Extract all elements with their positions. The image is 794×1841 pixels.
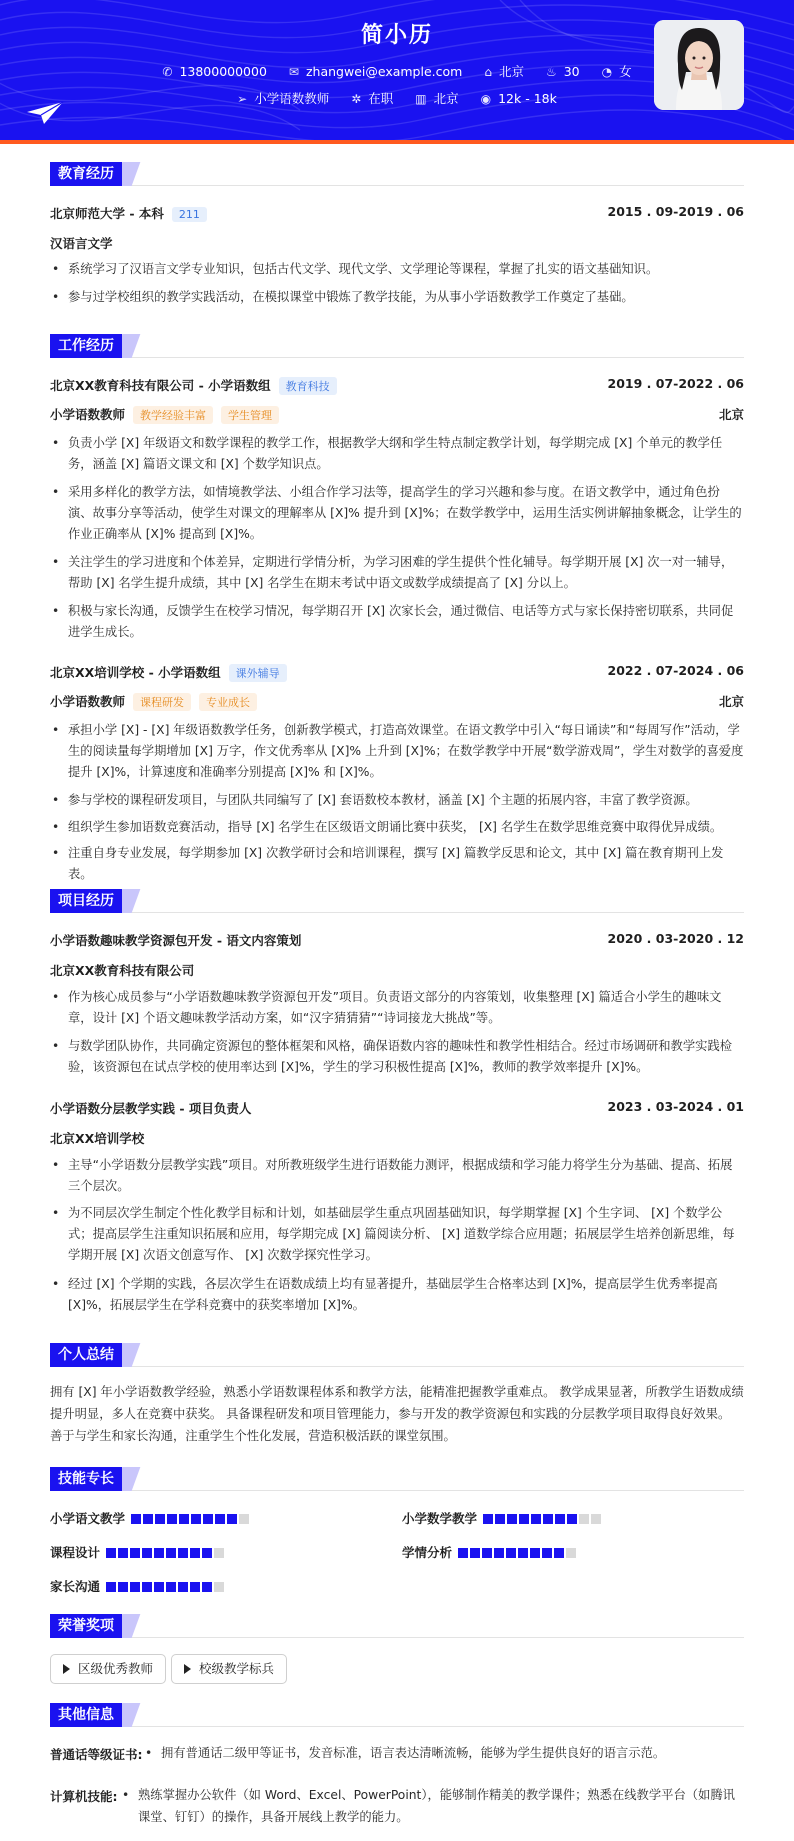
skill-level-square: [190, 1582, 200, 1592]
other-label: 普通话等级证书:: [50, 1747, 143, 1762]
job-period: 2019 . 07-2022 . 06: [607, 376, 744, 391]
salary-text: 12k - 18k: [498, 91, 557, 106]
industry-badge: 课外辅导: [229, 664, 287, 682]
other-label: 计算机技能:: [50, 1789, 118, 1804]
position-text: 小学语数教师: [254, 91, 330, 106]
skill-item: [402, 1543, 578, 1561]
skill-level-square: [542, 1548, 552, 1558]
section-divider: [50, 1726, 744, 1727]
skill-level-square: [554, 1548, 564, 1558]
skill-level-square: [470, 1548, 480, 1558]
skill-level-square: [591, 1514, 601, 1524]
skill-level-square: [494, 1548, 504, 1558]
building-icon: ▥: [415, 92, 427, 106]
section-divider: [50, 1366, 744, 1367]
skill-tag: 课程研发: [133, 693, 191, 711]
skill-level-square: [214, 1582, 224, 1592]
job-role-row: [50, 405, 744, 424]
candidate-name: 简小历: [360, 23, 433, 48]
gender-icon: ◔: [601, 65, 613, 79]
phone-item: [162, 64, 267, 79]
skill-level-square: [227, 1514, 237, 1524]
list-item: • 与数学团队协作，共同确定资源包的整体框架和风格，确保语数内容的趣味性和教学性相结合。经过市场调研和教学实践检验，该资源包在试点学校的使用率达到 [X]%，学生的学习积极性提高 [X]%，教师的教学效率提升 [X]%。: [50, 1036, 744, 1078]
skill-level-bar: [106, 1580, 226, 1595]
list-item: • 主导“小学语数分层教学实践”项目。对所教班级学生进行语数能力测评，根据成绩和学习能力将学生分为基础、提高、拓展三个层次。: [50, 1155, 744, 1197]
skill-level-square: [118, 1548, 128, 1558]
list-item: • 关注学生的学习进度和个体差异，定期进行学情分析，为学习困难的学生提供个性化辅导。每学期开展 [X] 次一对一辅导，帮助 [X] 名学生提升成绩，其中 [X] 名学生在期末考试中语文或数学成绩提高了 [X] 分以上。: [50, 552, 744, 594]
status-item: [351, 89, 393, 107]
skill-level-square: [566, 1548, 576, 1558]
skill-item: [402, 1509, 603, 1527]
skill-level-square: [166, 1548, 176, 1558]
skill-item: [50, 1577, 226, 1595]
list-item: • 参与过学校组织的教学实践活动，在模拟课堂中锻炼了教学技能，为从事小学语数教学工作奠定了基础。: [50, 287, 744, 308]
job-city: 北京: [718, 694, 744, 709]
status-icon: ✲: [351, 92, 362, 106]
job-period: 2022 . 07-2024 . 06: [607, 663, 744, 678]
education-header: [50, 204, 744, 222]
project-org: 北京XX培训学校: [50, 1131, 145, 1146]
skill-name: 学情分析: [402, 1545, 453, 1560]
skill-level-square: [143, 1514, 153, 1524]
skill-level-bar: [106, 1546, 226, 1561]
job-role: 小学语数教师: [50, 694, 126, 709]
skill-level-bar: [458, 1546, 578, 1561]
summary-text: 拥有 [X] 年小学语数教学经验，熟悉小学语数课程体系和教学方法，能精准把握教学重难点。 教学成果显著，所教学生语数成绩提升明显，多人在竞赛中获奖。 具备课程研发和项目管理能力，参与开发的教学资源包和实践的分层教学项目取得良好效果。 善于与学生和家长沟通，注重学生个性化发展，营造积极活跃的课堂氛围。: [50, 1385, 744, 1443]
section-title-projects: 项目经历: [50, 889, 122, 913]
skill-level-square: [178, 1582, 188, 1592]
school-name: 北京师范大学 - 本科: [50, 206, 164, 221]
award-name: 校级教学标兵: [199, 1661, 275, 1676]
paper-plane-icon: [26, 100, 64, 126]
skill-level-square: [191, 1514, 201, 1524]
skill-level-square: [458, 1548, 468, 1558]
skill-level-square: [155, 1514, 165, 1524]
school-badge: 211: [172, 207, 207, 222]
phone-icon: ✆: [162, 65, 173, 79]
job-header: [50, 663, 744, 682]
award-name: 区级优秀教师: [78, 1661, 154, 1676]
skill-level-square: [167, 1514, 177, 1524]
status-text: 在职: [368, 91, 394, 106]
skill-level-square: [506, 1548, 516, 1558]
skill-level-square: [130, 1582, 140, 1592]
skill-level-square: [519, 1514, 529, 1524]
project-header: [50, 1099, 744, 1117]
section-divider: [50, 1490, 744, 1491]
skill-tag: 学生管理: [221, 406, 279, 424]
gender-text: 女: [619, 64, 632, 79]
skill-level-square: [214, 1548, 224, 1558]
skill-level-square: [118, 1582, 128, 1592]
age-text: 30: [563, 64, 580, 79]
list-item: • 系统学习了汉语言文学专业知识，包括古代文学、现代文学、文学理论等课程，掌握了扎实的语文基础知识。: [50, 259, 744, 280]
award-item: [50, 1654, 166, 1684]
list-item: • 采用多样化的教学方法，如情境教学法、小组合作学习法等，提高学生的学习兴趣和参与度。在语文教学中，通过角色扮演、故事分享等活动，使学生对课文的理解率从 [X]% 提升到 [X]%；在数学教学中，运用生活实例讲解抽象概念，让学生的作业正确率从 [X]% 提高到 [X]%。: [50, 482, 744, 545]
list-item: • 负责小学 [X] 年级语文和数学课程的教学工作，根据教学大纲和学生特点制定教学计划，每学期完成 [X] 个单元的教学任务，涵盖 [X] 篇语文课文和 [X] 个数学知识点。: [50, 433, 744, 475]
skill-level-square: [179, 1514, 189, 1524]
skill-level-bar: [131, 1512, 251, 1527]
section-title-summary: 个人总结: [50, 1343, 122, 1367]
age-item: [546, 64, 580, 79]
other-text: • 熟练掌握办公软件（如 Word、Excel、PowerPoint），能够制作精美的教学课件；熟悉在线教学平台（如腾讯课堂、钉钉）的操作，具备开展线上教学的能力。: [122, 1784, 744, 1828]
email-text: zhangwei@example.com: [305, 64, 463, 79]
skill-name: 家长沟通: [50, 1579, 101, 1594]
skill-tag: 专业成长: [199, 693, 257, 711]
salary-item: [481, 91, 557, 106]
project-name: 小学语数趣味教学资源包开发 - 语文内容策划: [50, 933, 302, 948]
target-city-item: [415, 89, 458, 107]
skill-level-square: [518, 1548, 528, 1558]
skill-level-square: [567, 1514, 577, 1524]
city-item: [484, 62, 524, 80]
project-org: 北京XX教育科技有限公司: [50, 963, 195, 978]
list-item: • 注重自身专业发展，每学期参加 [X] 次教学研讨会和培训课程，撰写 [X] 篇教学反思和论文，其中 [X] 篇在教育期刊上发表。: [50, 843, 744, 885]
gender-item: [602, 62, 632, 80]
email-item: [289, 64, 462, 79]
play-icon: [63, 1664, 70, 1674]
city-text: 北京: [498, 64, 524, 79]
project-name: 小学语数分层教学实践 - 项目负责人: [50, 1101, 252, 1116]
project-period: 2023 . 03-2024 . 01: [607, 1099, 744, 1114]
phone-text: 13800000000: [179, 64, 267, 79]
skill-level-square: [166, 1582, 176, 1592]
mail-icon: ✉: [288, 65, 299, 79]
play-icon: [184, 1664, 191, 1674]
list-item: • 承担小学 [X] - [X] 年级语数教学任务，创新教学模式，打造高效课堂。在语文教学中引入“每日诵读”和“每周写作”活动，学生的阅读量每学期增加 [X] 万字，作文优秀率从 [X]% 上升到 [X]%；在数学教学中开展“数学游戏周”，学生对数学的喜爱度提升 [X]%，计算速度和准确率分别提高 [X]% 和 [X]%。: [50, 720, 744, 783]
skill-level-square: [543, 1514, 553, 1524]
project-period: 2020 . 03-2020 . 12: [607, 931, 744, 946]
skill-level-square: [203, 1514, 213, 1524]
list-item: • 为不同层次学生制定个性化教学目标和计划，如基础层学生重点巩固基础知识，每学期掌握 [X] 个生字词、 [X] 个数学公式；提高层学生注重知识拓展和应用，每学期完成 [X] 篇阅读分析、 [X] 道数学综合应用题；拓展层学生培养创新思维，每学期开展 [X] 次语文创意写作、 [X] 次数学探究性学习。: [50, 1203, 744, 1266]
award-item: [171, 1654, 287, 1684]
company-name: 北京XX培训学校 - 小学语数组: [50, 665, 221, 680]
resume-header: [0, 0, 794, 140]
skill-level-square: [130, 1548, 140, 1558]
target-city-text: 北京: [433, 91, 459, 106]
home-icon: ⌂: [484, 65, 492, 79]
major: 汉语言文学: [50, 236, 113, 251]
list-item: • 作为核心成员参与“小学语数趣味教学资源包开发”项目。负责语文部分的内容策划，收集整理 [X] 篇适合小学生的趣味文章，设计 [X] 个语文趣味教学活动方案，如“汉字猜猜猜”“诗词接龙大挑战”等。: [50, 987, 744, 1029]
section-divider: [50, 185, 744, 186]
skill-name: 课程设计: [50, 1545, 101, 1560]
job-role: 小学语数教师: [50, 407, 126, 422]
skill-level-square: [202, 1582, 212, 1592]
job-header: [50, 376, 744, 395]
skill-level-square: [555, 1514, 565, 1524]
list-item: • 积极与家长沟通，反馈学生在校学习情况，每学期召开 [X] 次家长会，通过微信、电话等方式与家长保持密切联系，共同促进学生成长。: [50, 601, 744, 643]
send-icon: ➢: [237, 92, 248, 106]
skill-level-square: [202, 1548, 212, 1558]
section-divider: [50, 357, 744, 358]
header-accent-bar: [0, 140, 794, 144]
skill-level-square: [215, 1514, 225, 1524]
skill-name: 小学数学教学: [402, 1511, 478, 1526]
skill-level-square: [190, 1548, 200, 1558]
skill-item: [50, 1543, 226, 1561]
industry-badge: 教育科技: [279, 377, 337, 395]
skill-tag: 教学经验丰富: [133, 406, 213, 424]
money-icon: ◉: [480, 92, 492, 106]
skill-level-square: [239, 1514, 249, 1524]
list-item: • 经过 [X] 个学期的实践，各层次学生在语数成绩上均有显著提升，基础层学生合格率达到 [X]%，提高层学生优秀率提高 [X]%，拓展层学生在学科竞赛中的获奖率增加 [X]%。: [50, 1274, 744, 1316]
skill-level-square: [531, 1514, 541, 1524]
skill-level-square: [507, 1514, 517, 1524]
skill-name: 小学语文教学: [50, 1511, 126, 1526]
section-divider: [50, 912, 744, 913]
skill-level-square: [106, 1548, 116, 1558]
skill-item: [50, 1509, 251, 1527]
skill-level-square: [495, 1514, 505, 1524]
skill-level-square: [483, 1514, 493, 1524]
skill-level-square: [530, 1548, 540, 1558]
skill-level-square: [482, 1548, 492, 1558]
cake-icon: ♨: [545, 65, 557, 79]
list-item: • 组织学生参加语数竞赛活动，指导 [X] 名学生在区级语文朗诵比赛中获奖， [X] 名学生在数学思维竞赛中取得优异成绩。: [50, 817, 744, 838]
list-item: • 参与学校的课程研发项目，与团队共同编写了 [X] 套语数校本教材，涵盖 [X] 个主题的拓展内容，丰富了教学资源。: [50, 790, 744, 811]
section-title-education: 教育经历: [50, 162, 122, 186]
skill-level-square: [142, 1582, 152, 1592]
section-title-work: 工作经历: [50, 334, 122, 358]
position-item: [237, 89, 329, 107]
other-text: • 拥有普通话二级甲等证书，发音标准，语言表达清晰流畅，能够为学生提供良好的语言示范。: [145, 1742, 744, 1764]
education-period: 2015 . 09-2019 . 06: [607, 204, 744, 219]
job-role-row: [50, 692, 744, 711]
skill-level-square: [154, 1582, 164, 1592]
skill-level-square: [154, 1548, 164, 1558]
skill-level-square: [142, 1548, 152, 1558]
project-header: [50, 931, 744, 949]
skill-level-square: [579, 1514, 589, 1524]
skill-level-square: [178, 1548, 188, 1558]
section-title-other: 其他信息: [50, 1703, 122, 1727]
skill-level-square: [106, 1582, 116, 1592]
section-title-awards: 荣誉奖项: [50, 1614, 122, 1638]
avatar: [654, 20, 744, 110]
job-city: 北京: [718, 407, 744, 422]
skill-level-square: [131, 1514, 141, 1524]
section-divider: [50, 1637, 744, 1638]
section-title-skills: 技能专长: [50, 1467, 122, 1491]
company-name: 北京XX教育科技有限公司 - 小学语数组: [50, 378, 271, 393]
skill-level-bar: [483, 1512, 603, 1527]
